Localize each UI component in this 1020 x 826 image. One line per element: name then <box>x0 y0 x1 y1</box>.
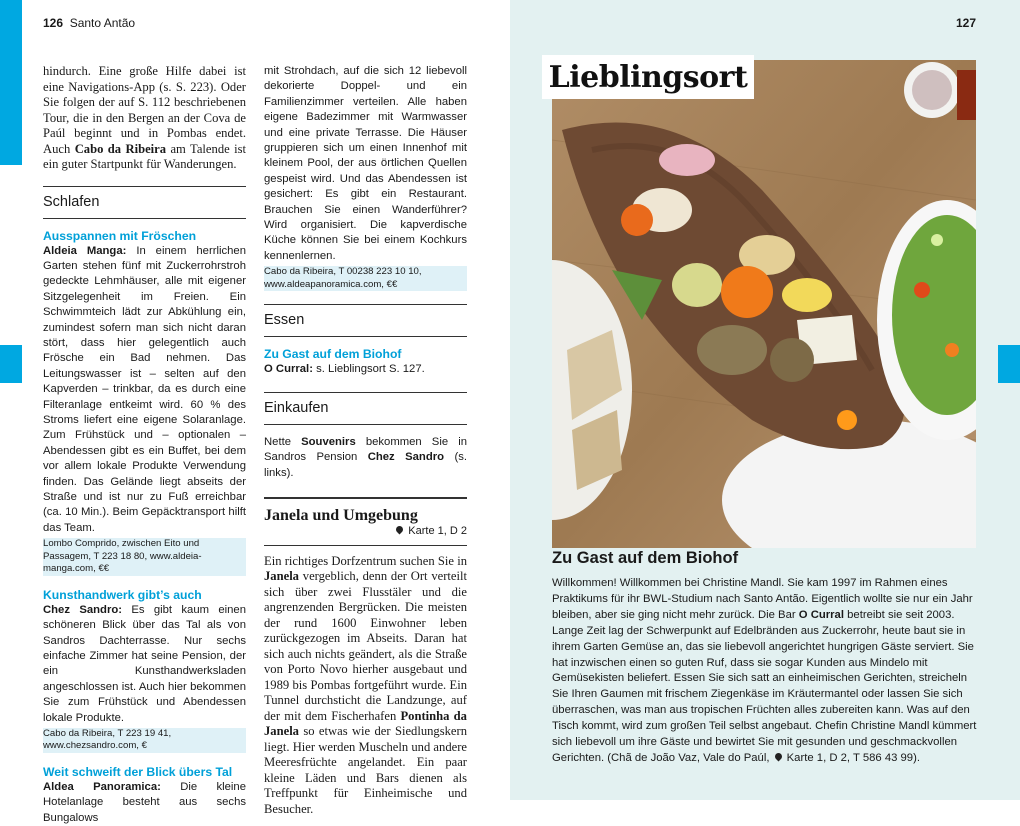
feature-title: Lieblingsort <box>548 59 748 95</box>
orange-flower <box>721 266 773 318</box>
biohof-heading: Zu Gast auf dem Biohof <box>552 549 739 567</box>
entry-subhead: Zu Gast auf dem Biohof <box>264 347 402 362</box>
section-essen: Essen <box>264 312 305 329</box>
bottle <box>957 70 976 120</box>
page-number-right: 127 <box>956 16 977 30</box>
intro-paragraph: hindurch. Eine große Hilfe dabei ist eine Navigations-App (s. S. 223). Oder Sie folgen der auf S. 112 beschriebenen Tour, die in den Bergen an der Cova de Paúl beginnt und in Pombas endet. Auch Cabo da Ribeira am Talende ist ein guter Startpunkt für Wanderungen. <box>43 64 246 171</box>
chapter-tab-right <box>998 345 1020 383</box>
section-einkaufen: Einkaufen <box>264 399 329 416</box>
entry-text: Chez Sandro: Es gibt kaum einen schöneren Blick über das Tal als von Sandros Dachterrasse. Nur sechs einfache Zimmer hat seine Pension, der ein Kunsthandwerksladen angeschlossen ist. Auch hier bekommen Sie zum Frühstück und Abendessen lokale Produkte. <box>43 603 246 724</box>
entry-info: Cabo da Ribeira, T 00238 223 10 10, www.aldeapanoramica.com, €€ <box>264 266 467 291</box>
entry-subhead: Kunsthandwerk gibt’s auch <box>43 587 202 602</box>
page-header-left <box>43 16 135 30</box>
entry-text: O Curral: s. Lieblingsort S. 127. <box>264 363 425 376</box>
small-flower <box>837 410 857 430</box>
intro-bold-place: Cabo da Ribeira <box>74 141 167 156</box>
text-column-2 <box>264 64 467 817</box>
janela-paragraph: Ein richtiges Dorfzentrum suchen Sie in Janela vergeblich, denn der Ort verteilt sich über zwei Flusstäler und die angrenzenden Bergrücken. Die meisten der rund 1600 Einwohner leben zurückgezogen im Abseits. Daran hat sich auch nichts geändert, als die Straße von Porto Novo hierher ausgebaut und 1989 bis Pombas fortgeführt wurde. Ein Tunnel durchsticht die Landzunge, auf der mit dem Fischerhafen Pontinha da Janela so etwas wie der Siedlungskern liegt. Hier werden Muscheln und andere Meeresfrüchte angelandet. Ein paar kleine Läden und Bars dienen als Treffpunkt für Einheimische und Besucher. <box>264 553 467 816</box>
food-photo <box>552 60 976 548</box>
page-header-right <box>956 16 976 30</box>
entry-subhead: Weit schweift der Blick übers Tal <box>43 764 233 779</box>
running-region: Santo Antão <box>69 16 136 30</box>
map-reference: Karte 1, D 2 <box>264 525 467 537</box>
entry-text: Aldea Panoramica: Die kleine Hotelanlage besteht aus sechs Bungalows <box>43 780 247 824</box>
orange-flower <box>621 204 653 236</box>
einkaufen-text: Nette Souvenirs bekommen Sie in Sandros Pension Chez Sandro (s. links). <box>264 435 468 479</box>
radish <box>659 144 715 176</box>
region-title: Janela und Umgebung <box>264 506 418 524</box>
left-page <box>0 0 510 824</box>
page-number-left: 126 <box>43 16 64 30</box>
continued-text: mit Strohdach, auf die sich 12 liebevoll dekorierte Doppel- und ein Familienzimmer verteilen. Alle haben eigene Badezimmer mit Warmwasser und eine private Terrasse. Die Häuser gruppieren sich um einen Innenhof mit kleinem Pool, der aus örtlichen Quellen gespeist wird. Und das Abendessen ist gesichert: Es gibt ein Restaurant. Brauchen Sie einen Wanderführer? Wird organisiert. Die kapverdische Küche können Sie bei einem Kochkurs kennenlernen. <box>264 65 467 262</box>
entry-subhead: Ausspannen mit Fröschen <box>43 228 197 243</box>
section-schlafen: Schlafen <box>43 193 100 210</box>
biohof-text: Willkommen! Willkommen bei Christine Mandl. Sie kam 1997 im Rahmen eines Praktikums für ihr BWL-Studium nach Santo Antão. Eigentlich wollte sie nur ein Jahr bleiben, aber sie ging nicht mehr zurück. Die Bar O Curral betreibt sie seit 2003. Lange Zeit lag der Schwerpunkt auf Edelbränden aus Zuckerrohr, heute baut sie in ihrem Garten Gemüse an, das sie liebevoll angerichtet hungrigen Gäste serviert. Sie hat inzwischen einen so guten Ruf, dass sie sogar Kunden aus Mindelo mit Gemüsekisten beliefert. Essen Sie sich satt an einheimischen Gerichten, streicheln Sie Ihren Gaumen mit frischem Ziegenkäse im Kräutermantel oder lassen Sie sich überraschen, was man aus tropischen Früchten alles zubereiten kann. Was auf den Tisch kommt, wird zum großen Teil selbst angebaut. Chefin Christine Mandl kümmert sich liebevoll um ihre Gäste und bewirtet Sie mit gesunden und geschmackvollen Gerichten. (Chã de João Vaz, Vale do Paúl, Karte 1, D 2, T 586 43 99). <box>552 577 977 764</box>
chapter-tab-side <box>0 345 22 383</box>
lieblingsort-label <box>542 55 754 99</box>
chapter-tab-top <box>0 0 22 165</box>
text-column-1 <box>43 64 246 826</box>
map-pin-icon <box>773 752 783 762</box>
food-platter-illustration <box>552 60 976 548</box>
entry-info: Lombo Comprido, zwischen Eito und Passagem, T 223 18 80, www.aldeia-manga.com, €€ <box>43 538 246 576</box>
entry-info: Cabo da Ribeira, T 223 19 41, www.chezsandro.com, € <box>43 728 246 753</box>
entry-text: Aldeia Manga: In einem herrlichen Garten stehen fünf mit Zuckerrohrstroh gedeckte Lehmhäuser, alle mit eigener Sitzgelegenheit im Freien. Ein Schwimmteich lädt zur Abkühlung ein, zumindest sofern man sich nicht daran stört, dass hier gelegentlich auch Frösche ein Bad nehmen. Das Leitungswasser ist – selten auf den Kapverden – trinkbar, da es durch eine Filteranlage entkeimt wird. 60 % des Stroms liefert eine eigene Solaranlage. Zum Frühstück und – optionalen – Abendessen gibt es ein Buffet, bei dem vor allem lokale Produkte Verwendung finden. Das Gelände liegt abseits der Straße und ist nur zu Fuß erreichbar (ca. 10 Min.). Beim Gepäcktransport hilft das Team. <box>43 244 246 534</box>
map-pin-icon <box>395 524 405 534</box>
